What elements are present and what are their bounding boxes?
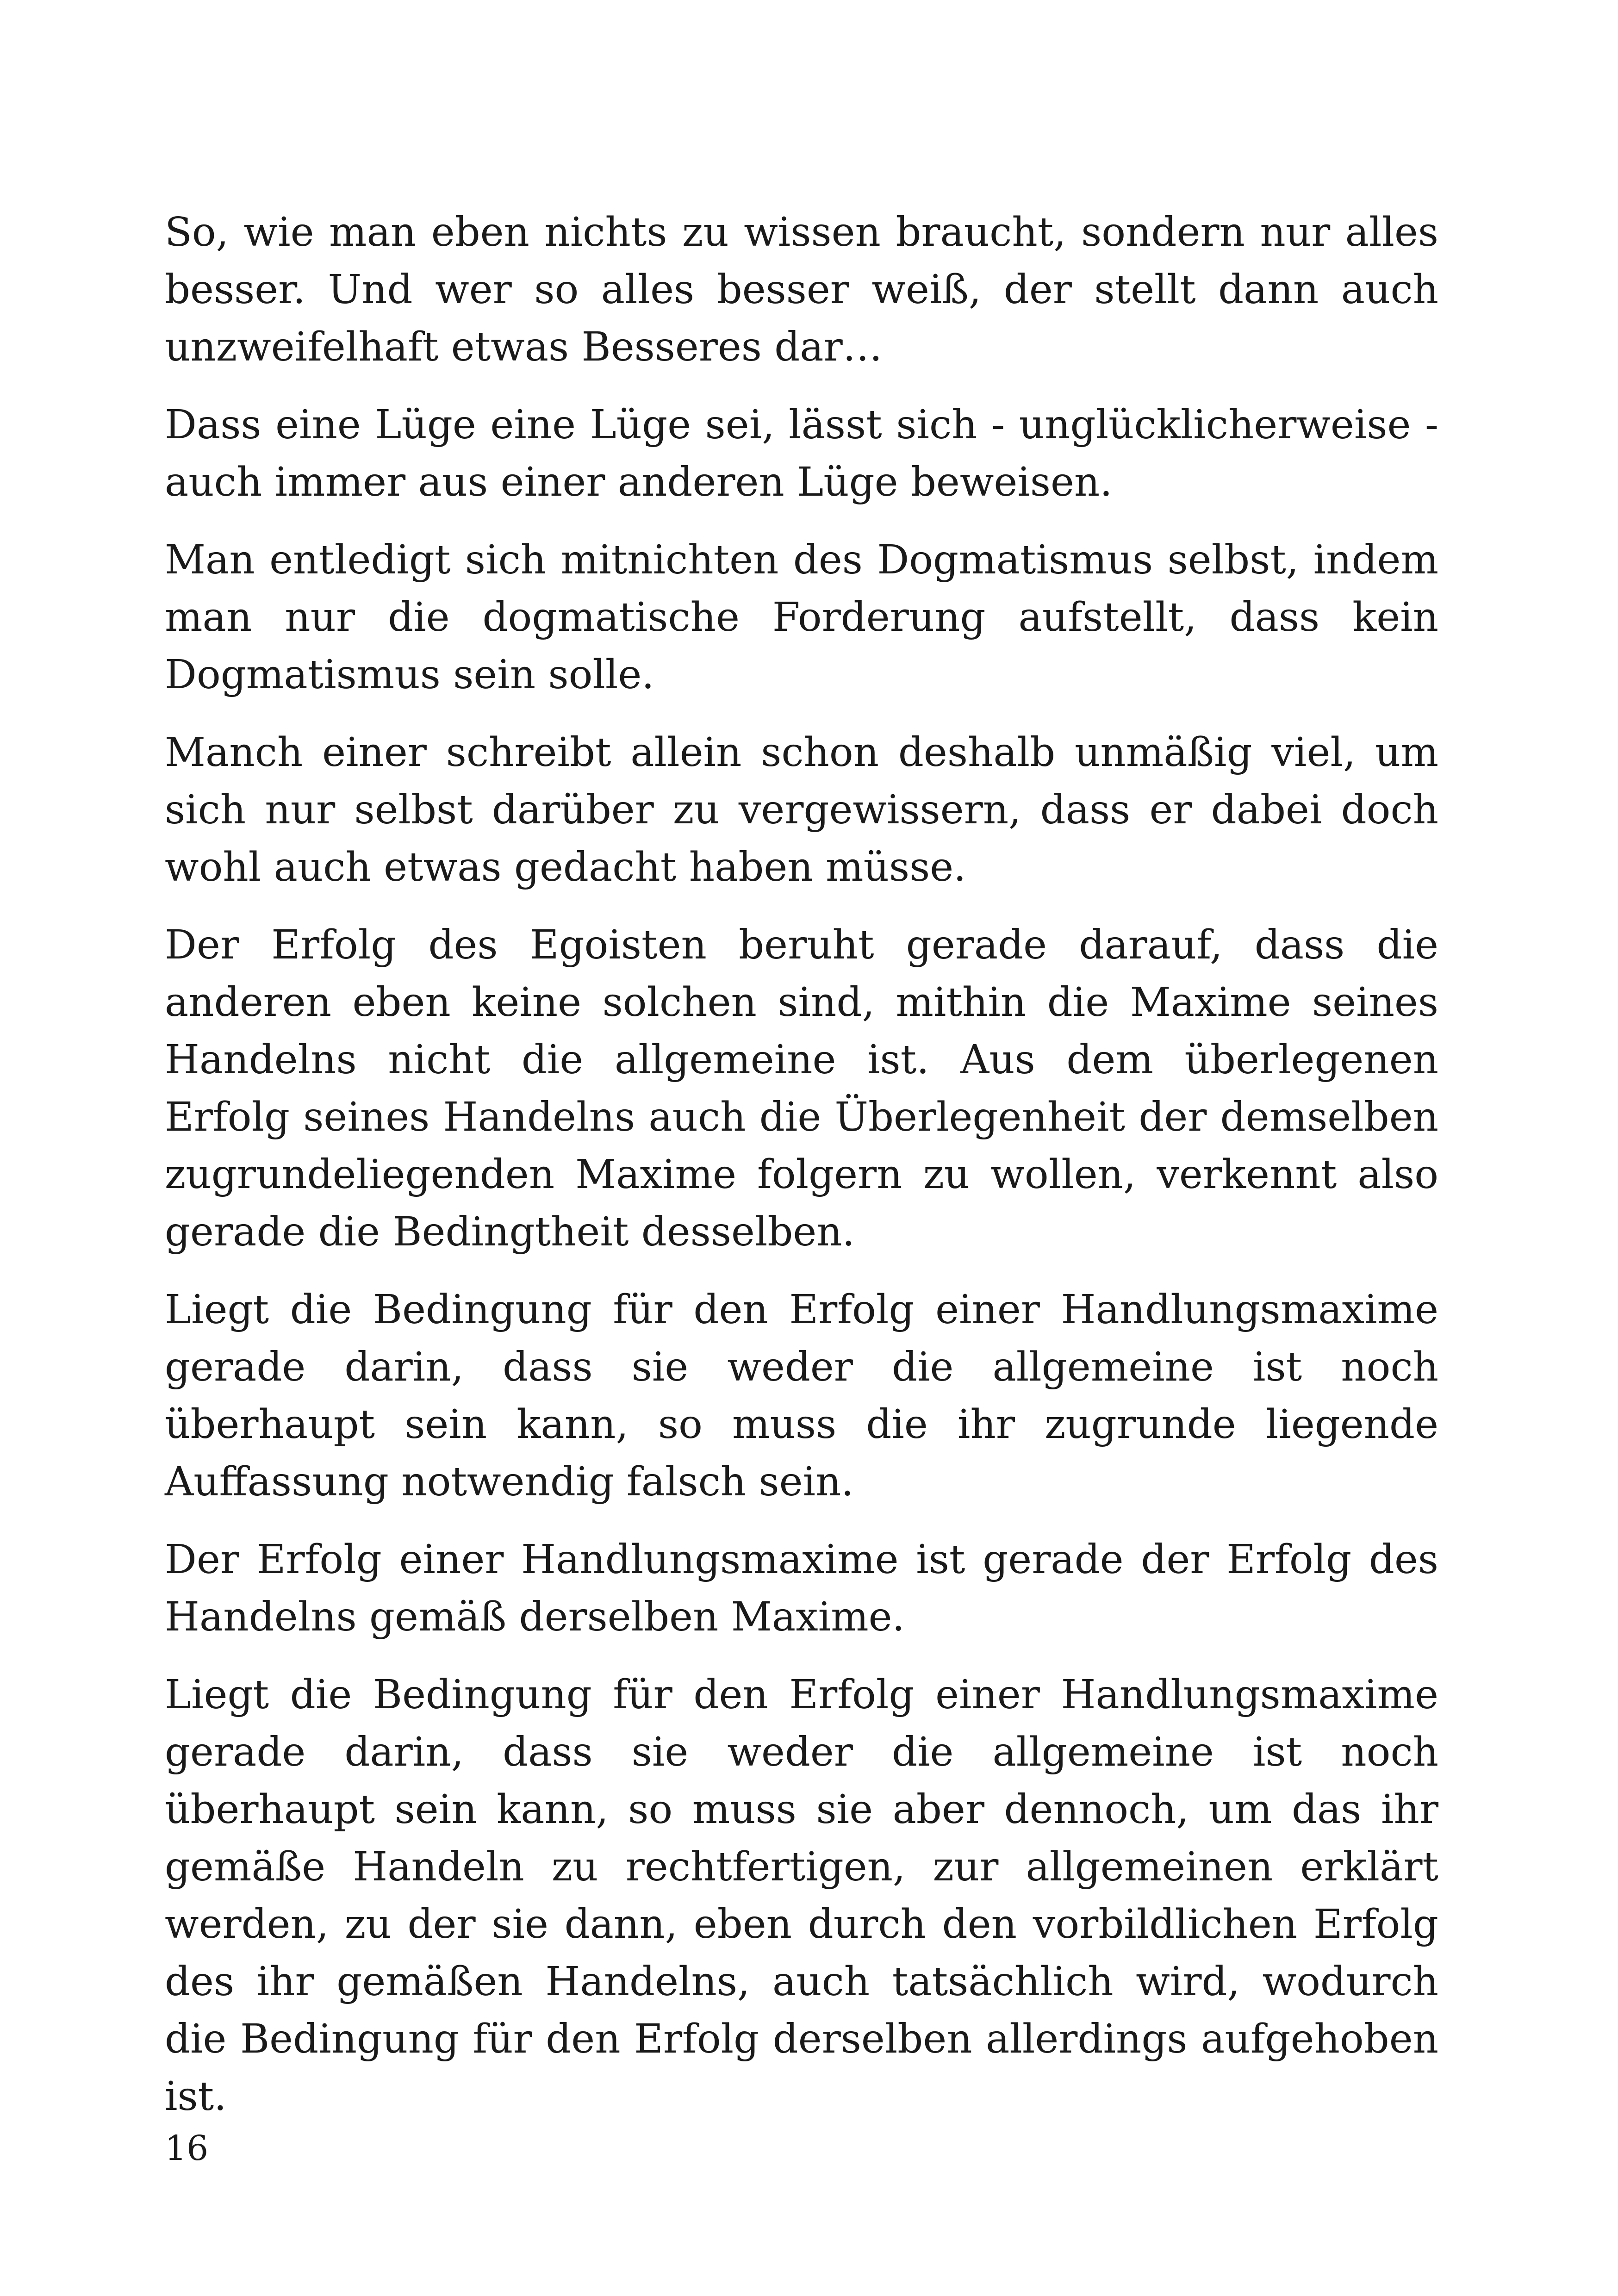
- paragraph: Liegt die Bedingung für den Erfolg einer Handlungsmaxime gerade darin, dass sie weder die allgemeine ist noch überhaupt sein kann, so muss sie aber dennoch, um das ihr gemäße Handeln zu rechtfertigen, zur allgemeinen erklärt werden, zu der sie dann, eben durch den vorbildlichen Erfolg des ihr gemäßen Handelns, auch tatsächlich wird, wodurch die Bedingung für den Erfolg derselben allerdings aufgehoben ist.: [165, 1672, 1438, 2120]
- paragraph: Der Erfolg einer Handlungsmaxime ist gerade der Erfolg des Handelns gemäß derselben Maxime.: [165, 1537, 1438, 1640]
- paragraph: Liegt die Bedingung für den Erfolg einer Handlungsmaxime gerade darin, dass sie weder die allgemeine ist noch überhaupt sein kann, so muss die ihr zugrunde liegende Auffassung notwendig falsch sein.: [165, 1287, 1438, 1505]
- paragraph: Manch einer schreibt allein schon deshalb unmäßig viel, um sich nur selbst darüber zu vergewissern, dass er dabei doch wohl auch etwas gedacht haben müsse.: [165, 729, 1438, 890]
- paragraph: Dass eine Lüge eine Lüge sei, lässt sich - unglücklicherweise - auch immer aus einer anderen Lüge beweisen.: [165, 402, 1438, 505]
- body-text: [165, 204, 1438, 2146]
- paragraph: Man entledigt sich mitnichten des Dogmatismus selbst, indem man nur die dogmatische Forderung aufstellt, dass kein Dogmatismus sein solle.: [165, 537, 1438, 698]
- page-number: 16: [165, 2128, 209, 2168]
- paragraph: So, wie man eben nichts zu wissen braucht, sondern nur alles besser. Und wer so alles besser weiß, der stellt dann auch unzweifelhaft etwas Besseres dar…: [165, 209, 1438, 370]
- paragraph: Der Erfolg des Egoisten beruht gerade darauf, dass die anderen eben keine solchen sind, mithin die Maxime seines Handelns nicht die allgemeine ist. Aus dem überlegenen Erfolg seines Handelns auch die Überlegenheit der demselben zugrundeliegenden Maxime folgern zu wollen, verkennt also gerade die Bedingtheit desselben.: [165, 922, 1438, 1255]
